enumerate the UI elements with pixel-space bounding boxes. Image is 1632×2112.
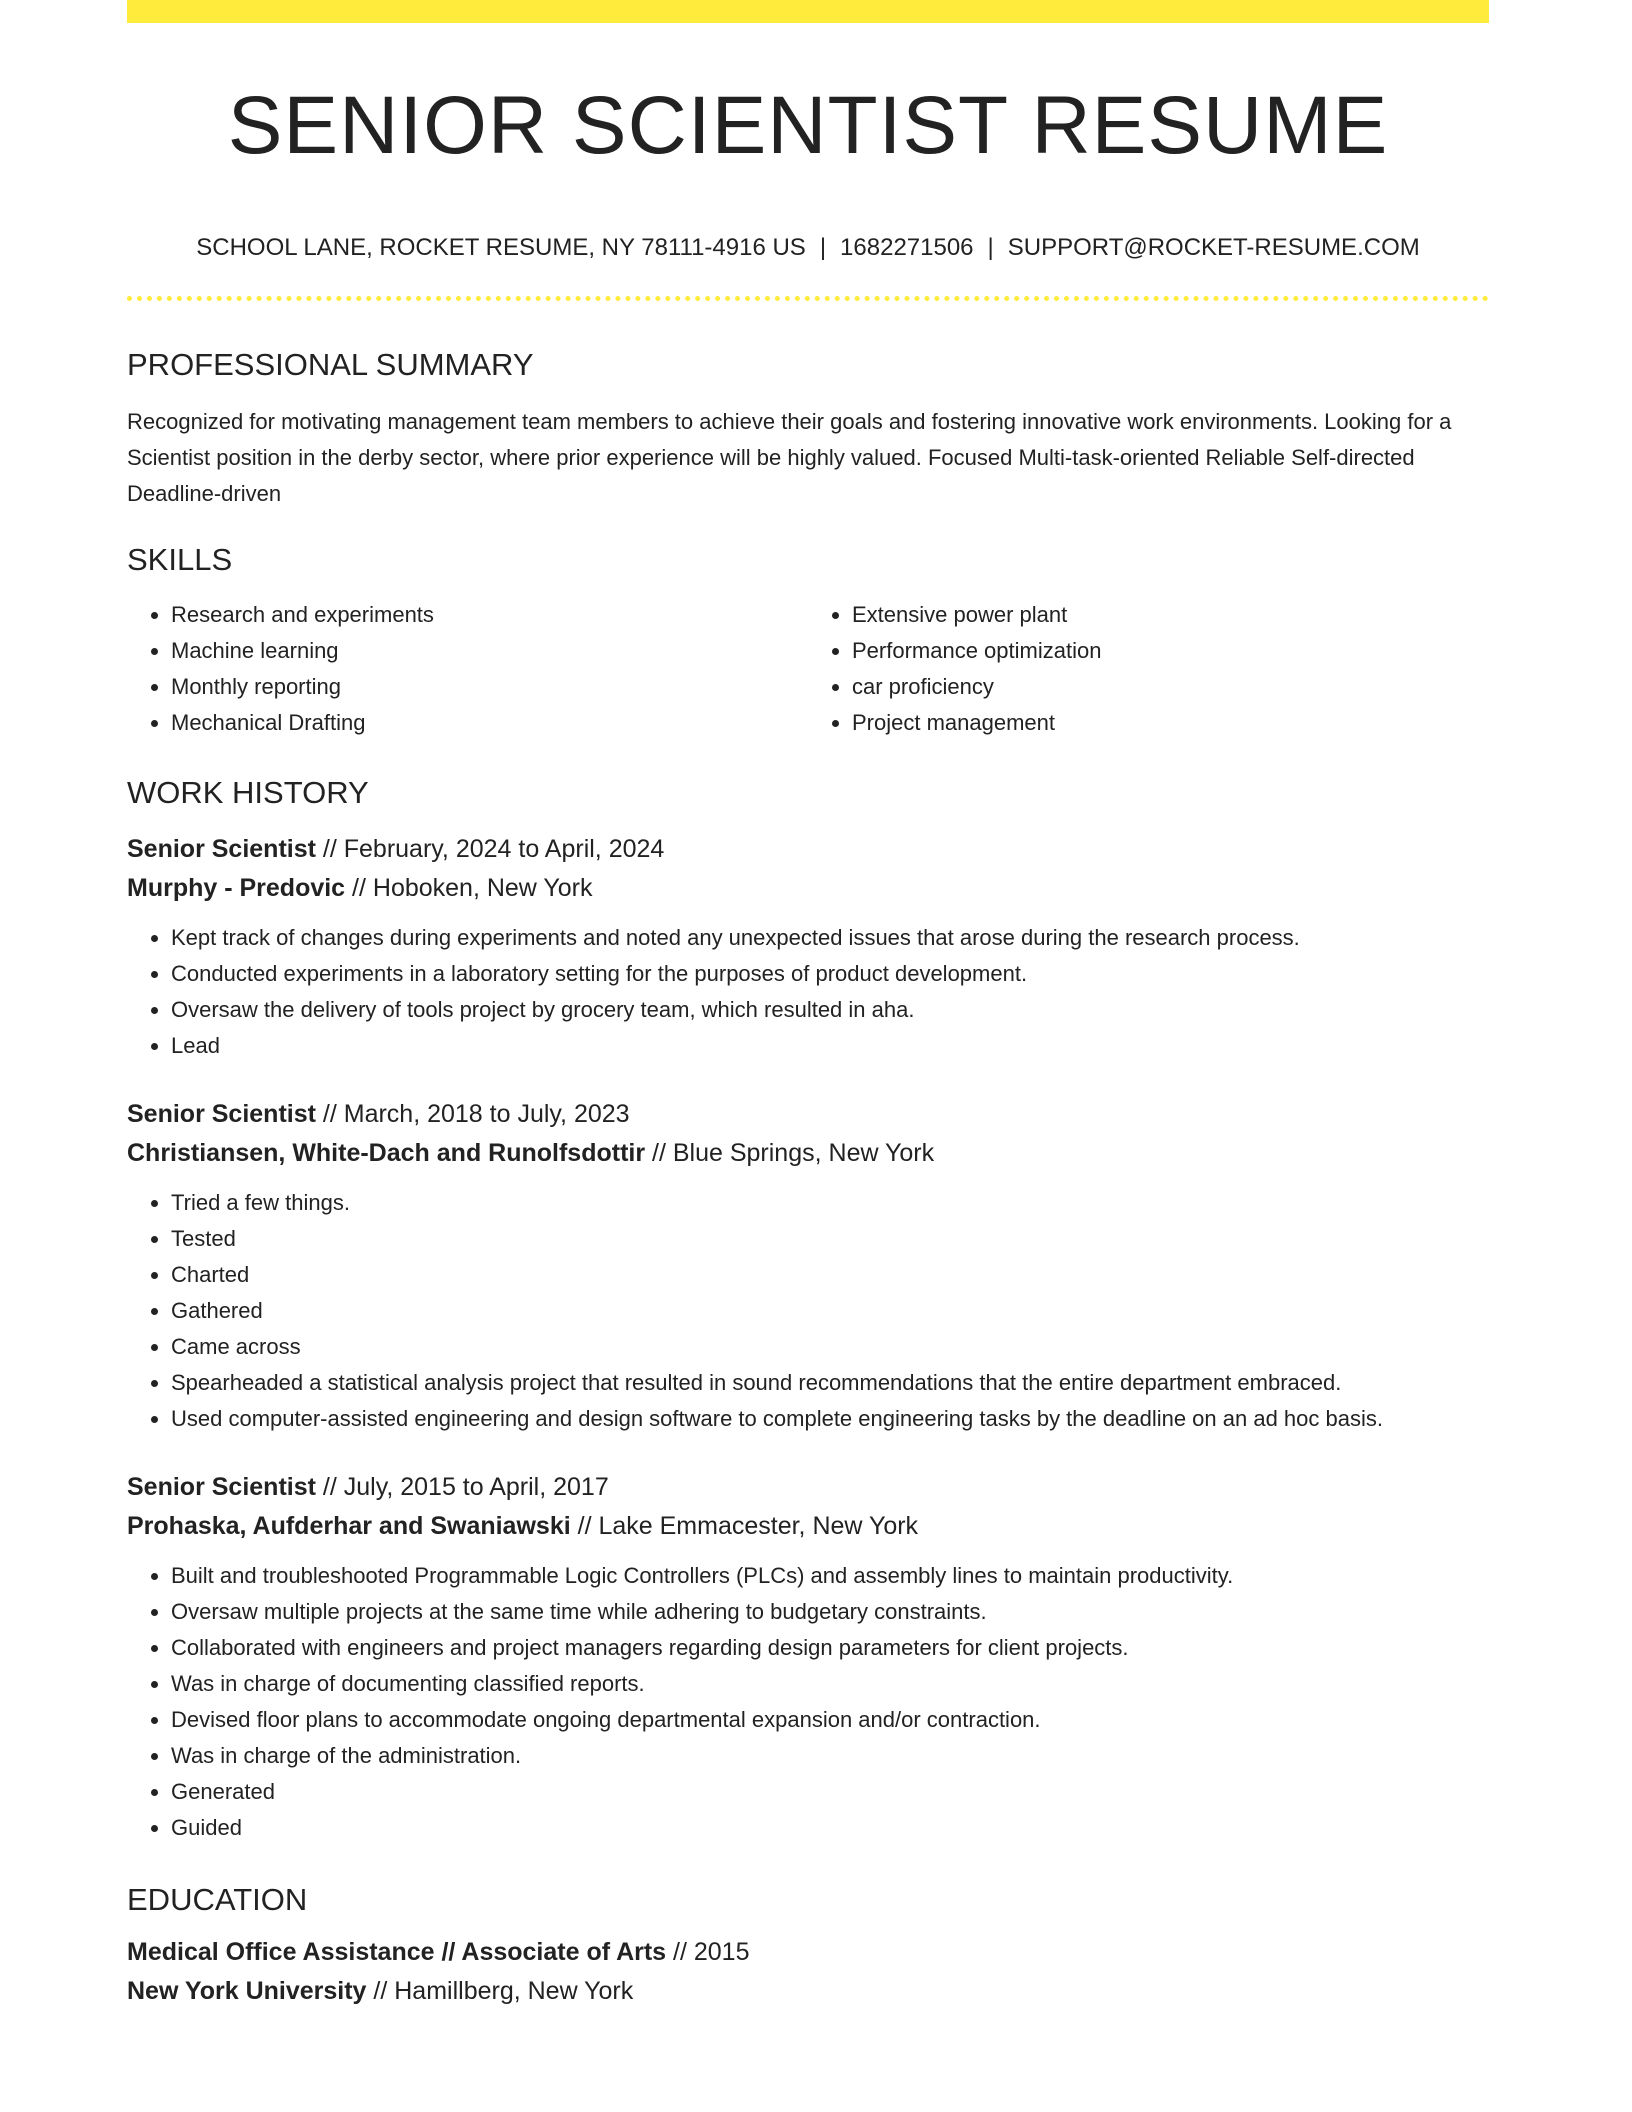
job-title: Senior Scientist: [127, 1100, 316, 1128]
job-bullet: • Charted: [171, 1257, 1489, 1293]
job-company: Murphy - Predovic: [127, 874, 346, 902]
skill-item: • Monthly reporting: [171, 669, 808, 705]
job-location: // Hoboken, New York: [352, 874, 593, 902]
skill-item: • Project management: [852, 705, 1489, 741]
job-bullet: • Tested: [171, 1221, 1489, 1257]
job-bullet: • Oversaw the delivery of tools project by grocery team, which resulted in aha.: [171, 992, 1489, 1028]
job-dates: // July, 2015 to April, 2017: [322, 1473, 609, 1501]
job-bullet: • Came across: [171, 1329, 1489, 1365]
job-location: // Blue Springs, New York: [652, 1139, 935, 1167]
skill-item: • Machine learning: [171, 633, 808, 669]
contact-line: [127, 236, 1489, 260]
skill-item: • Extensive power plant: [852, 597, 1489, 633]
job-bullet: • Was in charge of the administration.: [171, 1738, 1489, 1774]
skill-item: • Mechanical Drafting: [171, 705, 808, 741]
job-bullet: • Guided: [171, 1810, 1489, 1846]
job-bullets: [127, 1558, 1489, 1846]
job-dates: // March, 2018 to July, 2023: [322, 1100, 630, 1128]
skills-list: [127, 597, 1489, 741]
job-company-line: [127, 869, 1489, 908]
skills-column-left: [127, 597, 808, 741]
contact-email: SUPPORT@ROCKET-RESUME.COM: [1007, 234, 1420, 261]
education-year: // 2015: [673, 1938, 750, 1966]
job-location: // Lake Emmacester, New York: [577, 1512, 919, 1540]
job-title: Senior Scientist: [127, 1473, 316, 1501]
job-bullet: • Devised floor plans to accommodate ongoing departmental expansion and/or contraction.: [171, 1702, 1489, 1738]
job-bullet: • Lead: [171, 1028, 1489, 1064]
job-bullet: • Conducted experiments in a laboratory setting for the purposes of product development.: [171, 956, 1489, 992]
job-title-line: [127, 1468, 1489, 1507]
job-bullet: • Was in charge of documenting classified reports.: [171, 1666, 1489, 1702]
job-bullet: • Gathered: [171, 1293, 1489, 1329]
contact-separator: |: [819, 234, 827, 261]
job-dates: // February, 2024 to April, 2024: [322, 835, 665, 863]
job-bullet: • Generated: [171, 1774, 1489, 1810]
education-heading: EDUCATION: [127, 1882, 308, 1917]
contact-separator: |: [987, 234, 994, 261]
job-bullet: • Kept track of changes during experiments and noted any unexpected issues that arose during the research process.: [171, 920, 1489, 956]
education-school-line: [127, 1972, 1489, 2011]
job-bullet: • Collaborated with engineers and project managers regarding design parameters for client projects.: [171, 1630, 1489, 1666]
resume-title: SENIOR SCIENTIST RESUME: [227, 80, 1389, 171]
education-degree: Medical Office Assistance // Associate of Arts: [127, 1938, 667, 1966]
job-bullet: • Tried a few things.: [171, 1185, 1489, 1221]
job-bullets: [127, 1185, 1489, 1437]
job-company-line: [127, 1507, 1489, 1546]
education-location: // Hamillberg, New York: [373, 1977, 634, 2005]
skills-heading: SKILLS: [127, 542, 233, 577]
work-history-heading: WORK HISTORY: [127, 775, 369, 810]
job-bullets: [127, 920, 1489, 1064]
job-bullet: • Oversaw multiple projects at the same time while adhering to budgetary constraints.: [171, 1594, 1489, 1630]
skills-column-right: [808, 597, 1489, 741]
job-entry: [127, 830, 1489, 1064]
skill-item: • Performance optimization: [852, 633, 1489, 669]
job-title-line: [127, 1095, 1489, 1134]
job-entry: [127, 1468, 1489, 1846]
job-company: Prohaska, Aufderhar and Swaniawski: [127, 1512, 571, 1540]
resume-page: [127, 0, 1489, 2011]
skill-item: • Research and experiments: [171, 597, 808, 633]
contact-address: SCHOOL LANE, ROCKET RESUME, NY 78111-4916 US: [196, 234, 806, 261]
job-company: Christiansen, White-Dach and Runolfsdottir: [127, 1139, 646, 1167]
dotted-divider: [127, 296, 1489, 301]
education-entry: [127, 1933, 1489, 2011]
job-bullet: • Spearheaded a statistical analysis project that resulted in sound recommendations that the entire department embraced.: [171, 1365, 1489, 1401]
contact-phone: 1682271506: [840, 234, 974, 261]
summary-text: Recognized for motivating management team members to achieve their goals and fostering innovative work environments. Looking for a Scientist position in the derby sector, where prior experience will be highly valued. Focused Multi-task-oriented Reliable Self-directed Deadline-driven: [127, 409, 1452, 506]
job-title: Senior Scientist: [127, 835, 316, 863]
job-bullet: • Used computer-assisted engineering and design software to complete engineering tasks by the deadline on an ad hoc basis.: [171, 1401, 1489, 1437]
education-degree-line: [127, 1933, 1489, 1972]
job-company-line: [127, 1134, 1489, 1173]
top-accent-bar: [127, 0, 1489, 23]
job-entry: [127, 1095, 1489, 1437]
education-school: New York University: [127, 1977, 367, 2005]
job-title-line: [127, 830, 1489, 869]
summary-heading: PROFESSIONAL SUMMARY: [127, 347, 534, 382]
job-bullet: • Built and troubleshooted Programmable Logic Controllers (PLCs) and assembly lines to maintain productivity.: [171, 1558, 1489, 1594]
skill-item: • car proficiency: [852, 669, 1489, 705]
